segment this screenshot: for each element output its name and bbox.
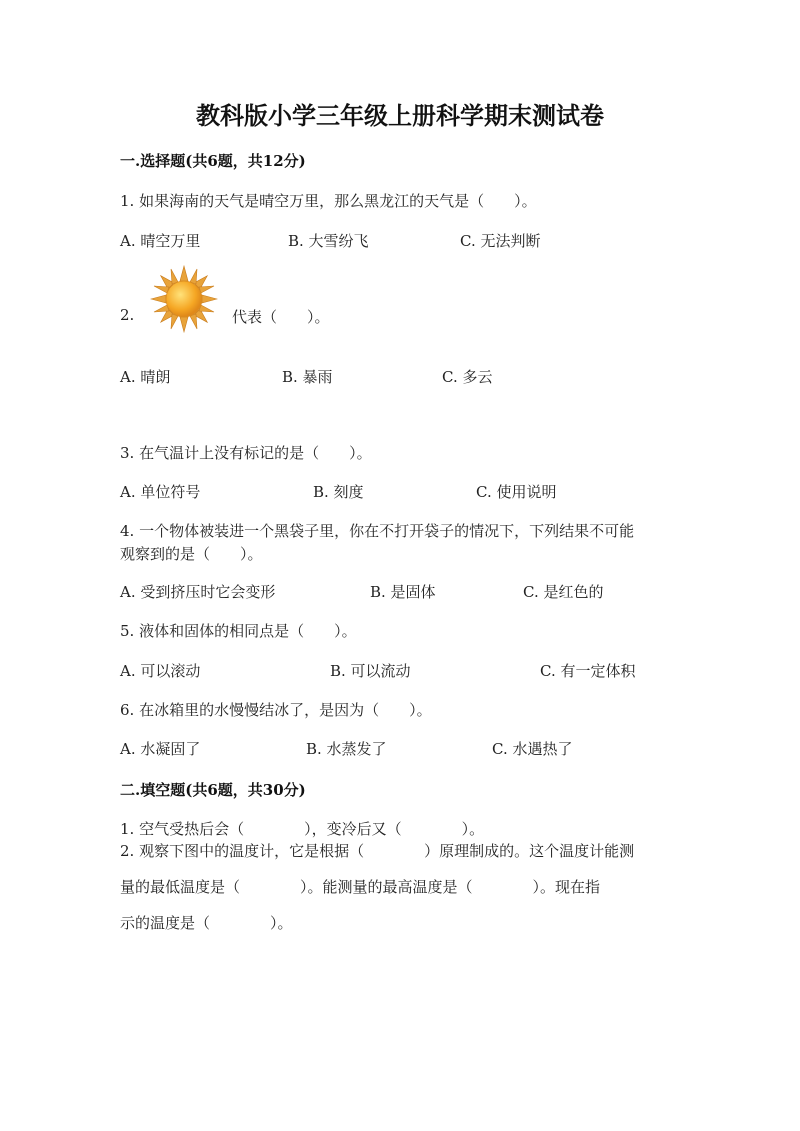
question-4-line-2: 观察到的是（ ）。 xyxy=(120,545,263,563)
section-heading-choice: 一.选择题(共6题，共12分) xyxy=(120,152,306,170)
question-2-number: 2. xyxy=(120,306,135,324)
q2-option-c[interactable]: C. 多云 xyxy=(442,368,493,386)
question-4-line-1: 4. 一个物体被装进一个黑袋子里，你在不打开袋子的情况下，下列结果不可能 xyxy=(120,522,635,540)
question-6: 6. 在冰箱里的水慢慢结冰了，是因为（ ）。 xyxy=(120,701,432,719)
q2-option-b[interactable]: B. 暴雨 xyxy=(282,368,333,386)
q1-option-b[interactable]: B. 大雪纷飞 xyxy=(288,232,369,250)
q6-option-a[interactable]: A. 水凝固了 xyxy=(120,740,201,758)
question-3: 3. 在气温计上没有标记的是（ ）。 xyxy=(120,444,372,462)
q2-option-a[interactable]: A. 晴朗 xyxy=(120,368,171,386)
fill-question-1: 1. 空气受热后会（ ），变冷后又（ ）。 xyxy=(120,820,485,838)
q5-option-a[interactable]: A. 可以滚动 xyxy=(120,662,201,680)
q5-option-c[interactable]: C. 有一定体积 xyxy=(540,662,636,680)
fill-question-2-line-2: 量的最低温度是（ ）。能测量的最高温度是（ ）。现在指 xyxy=(120,878,601,896)
q4-option-c[interactable]: C. 是红色的 xyxy=(523,583,604,601)
q4-option-a[interactable]: A. 受到挤压时它会变形 xyxy=(120,583,276,601)
section-heading-fill-blank: 二.填空题(共6题，共30分) xyxy=(120,781,306,799)
page-title: 教科版小学三年级上册科学期末测试卷 xyxy=(196,101,604,130)
q6-option-b[interactable]: B. 水蒸发了 xyxy=(306,740,387,758)
q4-option-b[interactable]: B. 是固体 xyxy=(370,583,436,601)
sun-icon xyxy=(150,265,218,333)
q5-option-b[interactable]: B. 可以流动 xyxy=(330,662,411,680)
q1-option-c[interactable]: C. 无法判断 xyxy=(460,232,541,250)
q3-option-a[interactable]: A. 单位符号 xyxy=(120,483,201,501)
q1-option-a[interactable]: A. 晴空万里 xyxy=(120,232,201,250)
fill-question-2-line-3: 示的温度是（ ）。 xyxy=(120,914,293,932)
q3-option-c[interactable]: C. 使用说明 xyxy=(476,483,557,501)
q6-option-c[interactable]: C. 水遇热了 xyxy=(492,740,573,758)
question-5: 5. 液体和固体的相同点是（ ）。 xyxy=(120,622,357,640)
q3-option-b[interactable]: B. 刻度 xyxy=(313,483,364,501)
fill-question-2-line-1: 2. 观察下图中的温度计，它是根据（ ）原理制成的。这个温度计能测 xyxy=(120,842,635,860)
question-2-text: 代表（ ）。 xyxy=(232,308,330,326)
question-1: 1. 如果海南的天气是晴空万里，那么黑龙江的天气是（ ）。 xyxy=(120,192,537,210)
